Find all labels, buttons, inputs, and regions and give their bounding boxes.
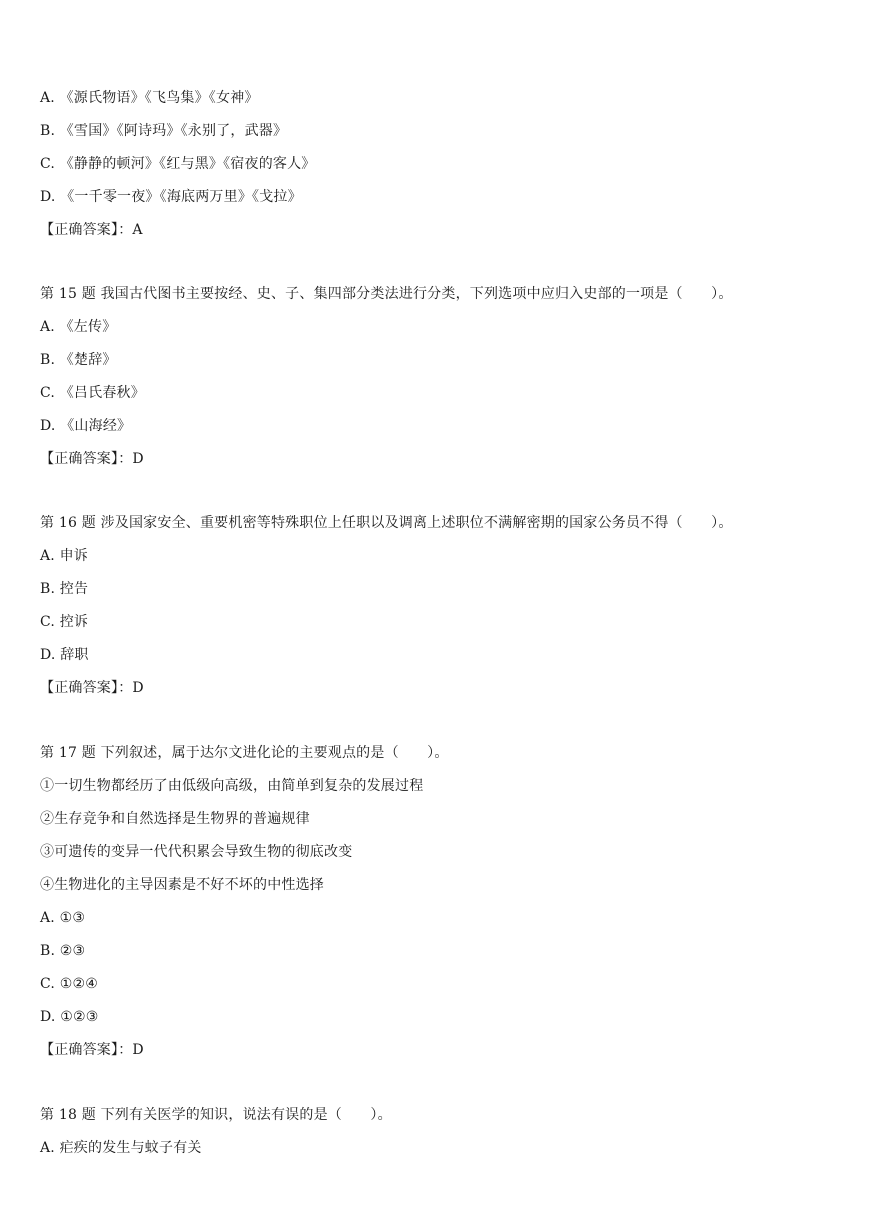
q17-option-a: A. ①③ — [40, 910, 86, 926]
q15-option-a: A. 《左传》 — [40, 319, 117, 335]
q14-option-d: D. 《一千零一夜》《海底两万里》《戈拉》 — [40, 189, 302, 205]
q16-option-a: A. 申诉 — [40, 548, 89, 564]
q15-option-c: C. 《吕氏春秋》 — [40, 385, 145, 401]
q14-option-a: A. 《源氏物语》《飞鸟集》《女神》 — [40, 90, 259, 106]
q15-answer: 【正确答案】：D — [40, 451, 144, 467]
q17-stem: 第 17 题 下列叙述，属于达尔文进化论的主要观点的是（ ）。 — [40, 745, 449, 761]
q17-option-b: B. ②③ — [40, 943, 86, 959]
q17-statement-2: ②生存竞争和自然选择是生物界的普遍规律 — [40, 811, 310, 827]
q16-stem: 第 16 题 涉及国家安全、重要机密等特殊职位上任职以及调离上述职位不满解密期的国家公务员不得（ ）。 — [40, 515, 733, 531]
q16-option-b: B. 控告 — [40, 581, 89, 597]
q15-stem: 第 15 题 我国古代图书主要按经、史、子、集四部分类法进行分类，下列选项中应归入史部的一项是（ ）。 — [40, 286, 733, 302]
q14-option-b: B. 《雪国》《阿诗玛》《永别了，武器》 — [40, 123, 288, 139]
q17-answer: 【正确答案】：D — [40, 1042, 144, 1058]
q16-option-c: C. 控诉 — [40, 614, 89, 630]
q17-option-d: D. ①②③ — [40, 1009, 99, 1025]
q17-option-c: C. ①②④ — [40, 976, 98, 992]
q17-statement-1: ①一切生物都经历了由低级向高级，由简单到复杂的发展过程 — [40, 778, 424, 794]
q17-statement-4: ④生物进化的主导因素是不好不坏的中性选择 — [40, 877, 324, 893]
q15-option-d: D. 《山海经》 — [40, 418, 132, 434]
q17-statement-3: ③可遗传的变异一代代积累会导致生物的彻底改变 — [40, 844, 353, 860]
q14-answer: 【正确答案】：A — [40, 222, 143, 238]
q14-option-c: C. 《静静的顿河》《红与黑》《宿夜的客人》 — [40, 156, 316, 172]
q16-option-d: D. 辞职 — [40, 647, 89, 663]
q18-option-a: A. 疟疾的发生与蚊子有关 — [40, 1140, 202, 1156]
q16-answer: 【正确答案】：D — [40, 680, 144, 696]
q15-option-b: B. 《楚辞》 — [40, 352, 117, 368]
q18-stem: 第 18 题 下列有关医学的知识，说法有误的是（ ）。 — [40, 1107, 392, 1123]
